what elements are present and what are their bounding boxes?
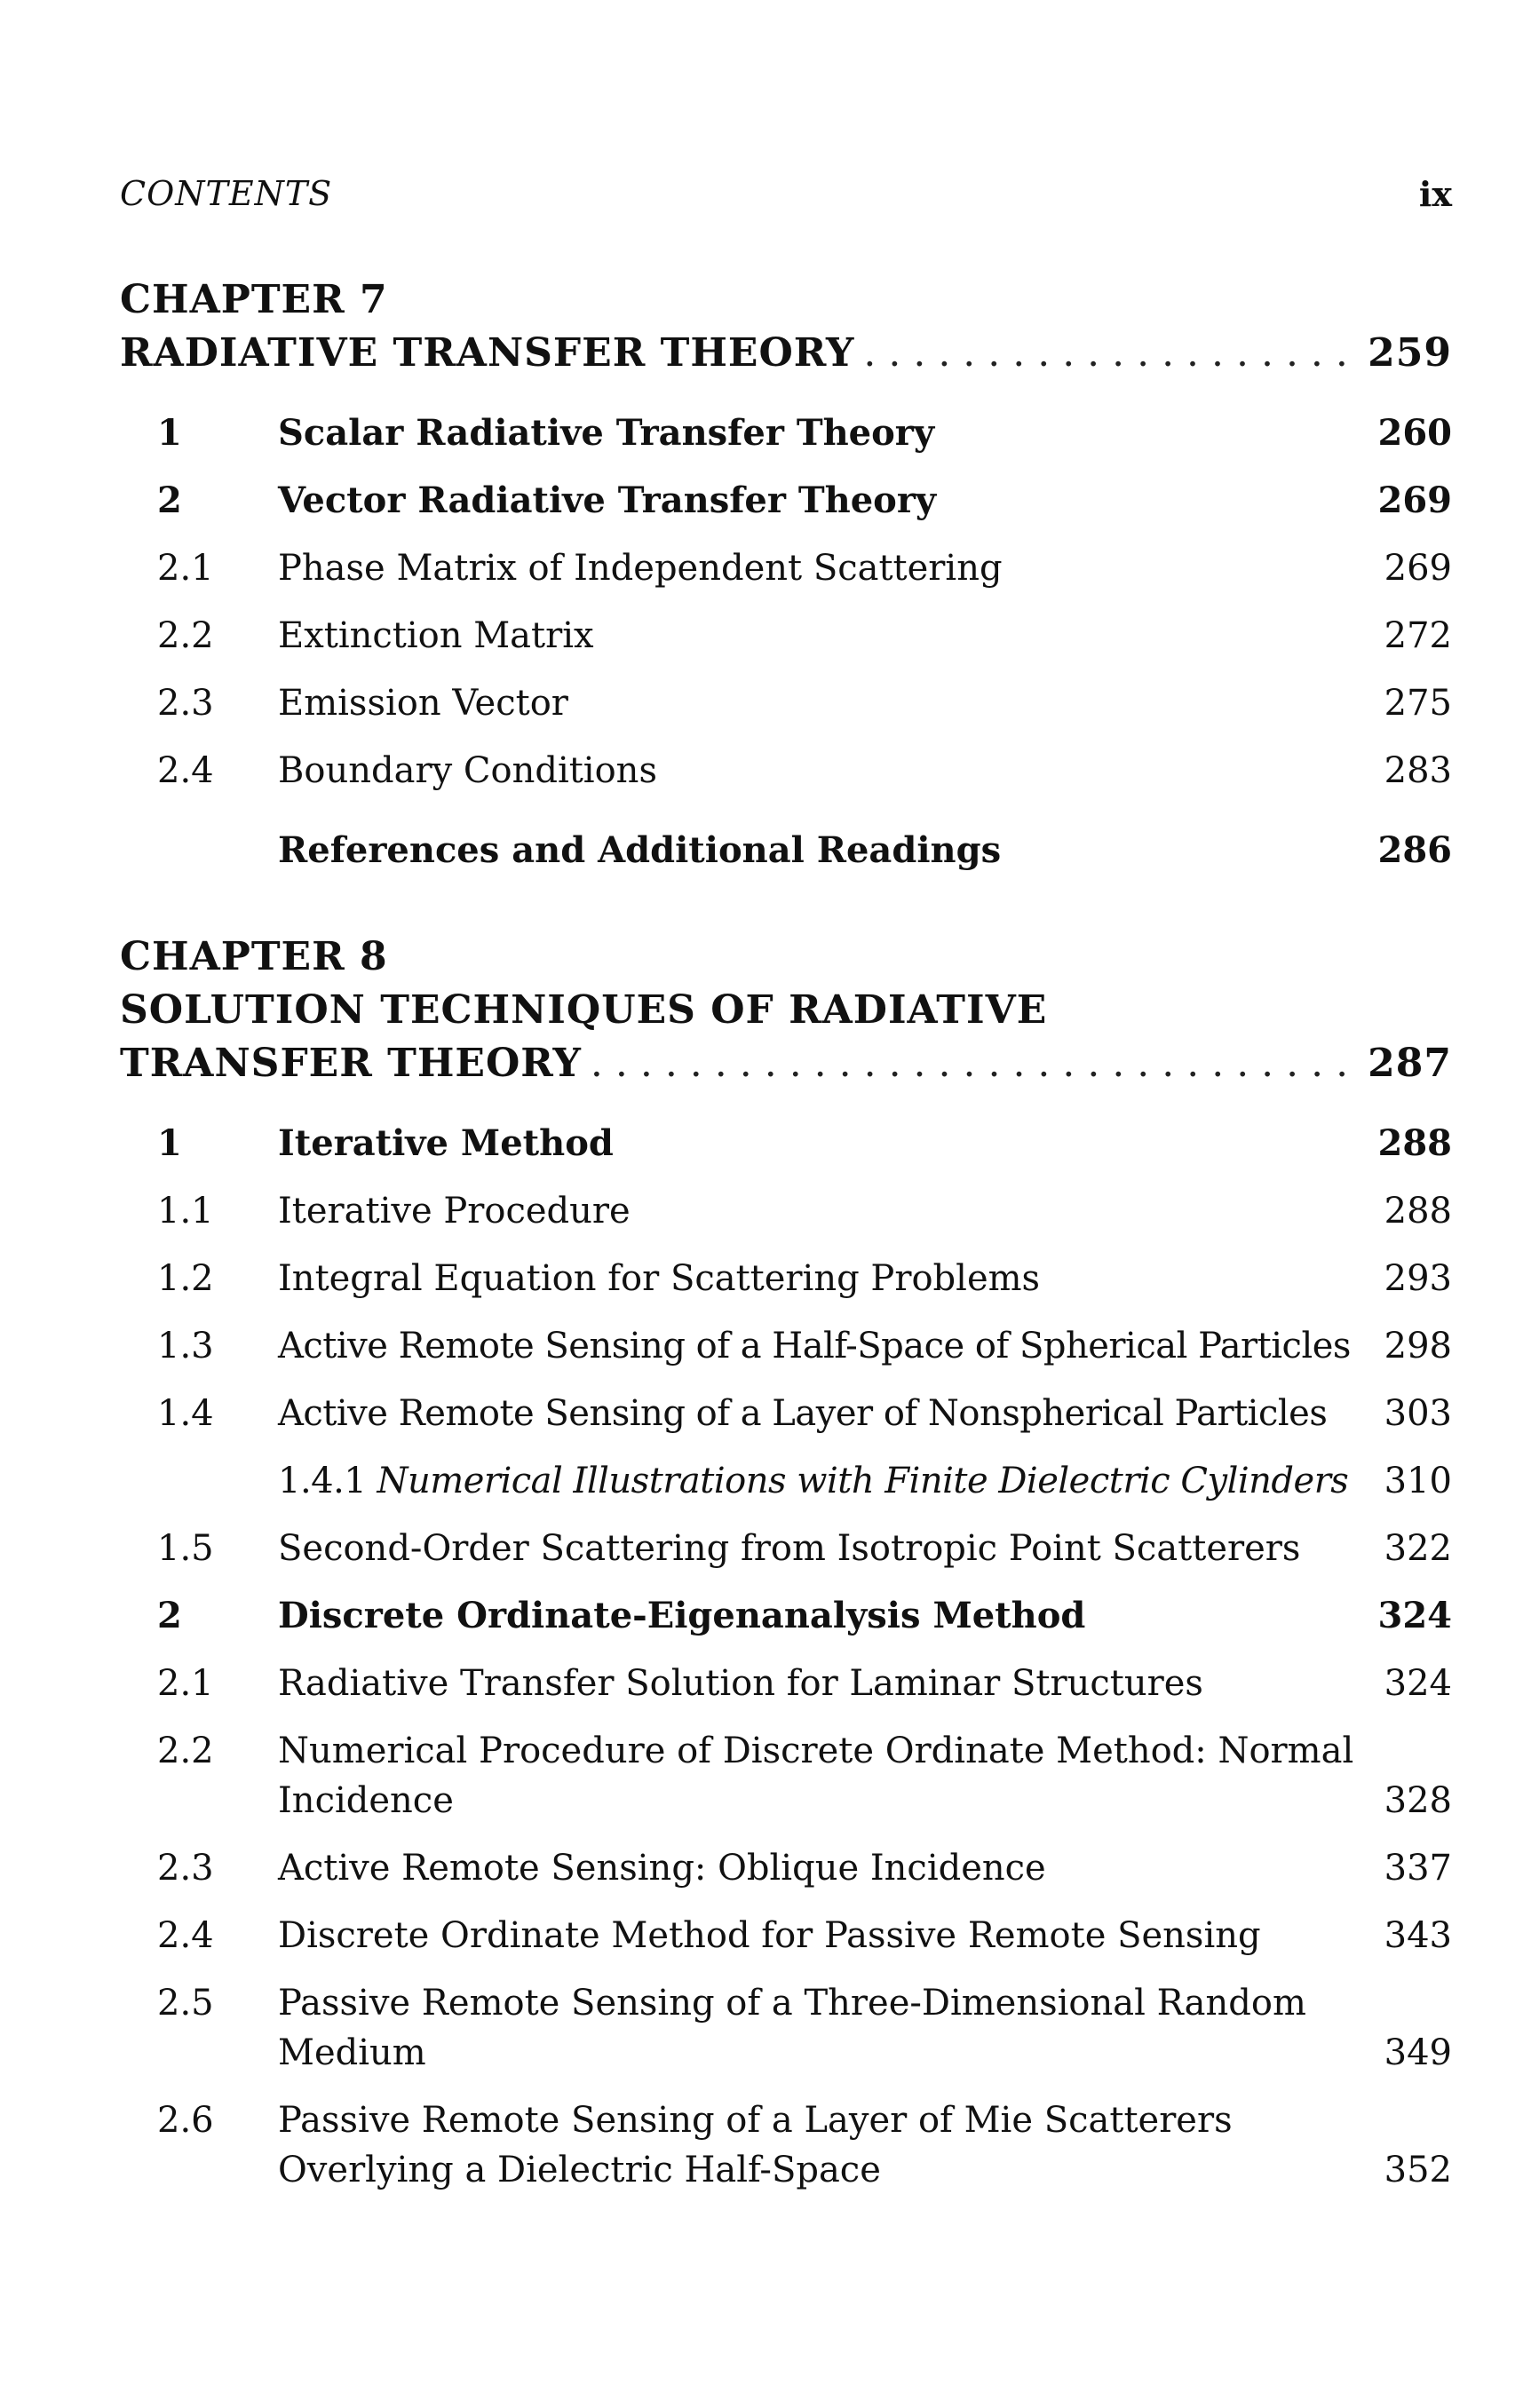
entry-page: 337 — [1384, 1848, 1452, 1889]
entry-page: 293 — [1384, 1258, 1452, 1299]
entry-page: 328 — [1384, 1780, 1452, 1821]
entry-page: 298 — [1384, 1326, 1452, 1366]
entry-number: 2.4 — [157, 1915, 214, 1956]
toc-entry[interactable] — [120, 1911, 1452, 1960]
running-title: CONTENTS — [120, 174, 333, 213]
entry-number: 2.4 — [157, 750, 214, 791]
entry-number: 2.2 — [157, 615, 214, 656]
entry-title: Passive Remote Sensing of a Three-Dimensional Random Medium — [278, 1983, 1306, 2073]
entry-title: Vector Radiative Transfer Theory — [278, 479, 937, 521]
chapter-8-entries — [120, 1119, 1452, 2195]
entry-page: 349 — [1384, 2032, 1452, 2073]
entry-page: 272 — [1384, 615, 1452, 656]
chapter-7-entries — [120, 408, 1452, 875]
toc-entry[interactable] — [120, 678, 1452, 728]
entry-title: Passive Remote Sensing of a Layer of Mie Scatterers Overlying a Dielectric Half-Space — [278, 2100, 1233, 2190]
entry-page: 303 — [1384, 1393, 1452, 1434]
entry-page: 310 — [1384, 1461, 1452, 1501]
entry-number: 2.1 — [157, 1663, 214, 1704]
entry-number: 2.2 — [157, 1731, 214, 1771]
entry-title: Emission Vector — [278, 683, 568, 724]
chapter-title-row — [120, 1037, 1452, 1090]
toc-entry[interactable] — [120, 1254, 1452, 1303]
entry-page: 343 — [1384, 1915, 1452, 1956]
chapter-8-section — [120, 931, 1452, 2213]
entry-title: Phase Matrix of Independent Scattering — [278, 548, 1003, 589]
entry-page: 288 — [1384, 1191, 1452, 1232]
toc-entry[interactable] — [120, 1843, 1452, 1893]
toc-entry[interactable] — [120, 611, 1452, 661]
entry-number: 2.1 — [157, 548, 214, 589]
chapter-page: 287 — [1368, 1041, 1452, 1086]
entry-page: 288 — [1377, 1122, 1452, 1164]
entry-title: References and Additional Readings — [278, 829, 1002, 871]
entry-number: 2.5 — [157, 1983, 214, 2024]
entry-page: 324 — [1377, 1595, 1452, 1636]
entry-title: Iterative Procedure — [278, 1191, 631, 1232]
toc-entry[interactable] — [120, 1726, 1452, 1826]
chapter-8-heading — [120, 931, 1452, 1090]
entry-number: 1.1 — [157, 1191, 214, 1232]
entry-number: 1.4 — [157, 1393, 214, 1434]
entry-title: Active Remote Sensing: Oblique Incidence — [278, 1848, 1046, 1889]
page-number: ix — [1418, 174, 1452, 214]
chapter-title-line-1: SOLUTION TECHNIQUES OF RADIATIVE — [120, 987, 1048, 1033]
toc-entry-subsection[interactable] — [120, 1456, 1452, 1506]
toc-entry[interactable] — [120, 543, 1452, 593]
toc-entry[interactable] — [120, 1389, 1452, 1438]
entry-title: Integral Equation for Scattering Problems — [278, 1258, 1041, 1299]
chapter-title-line-2: TRANSFER THEORY — [120, 1041, 582, 1086]
toc-entry-references[interactable] — [120, 826, 1452, 875]
toc-entry[interactable] — [120, 1978, 1452, 2078]
entry-number: 2.6 — [157, 2100, 214, 2141]
entry-page: 269 — [1384, 548, 1452, 589]
toc-entry[interactable] — [120, 408, 1452, 458]
entry-title: Radiative Transfer Solution for Laminar Structures — [278, 1663, 1203, 1704]
entry-title: Numerical Illustrations with Finite Dielectric Cylinders — [377, 1461, 1349, 1501]
entry-page: 260 — [1377, 412, 1452, 454]
chapter-title-row — [120, 327, 1452, 380]
entry-page: 324 — [1384, 1663, 1452, 1704]
toc-entry[interactable] — [120, 1524, 1452, 1573]
toc-entry[interactable] — [120, 1119, 1452, 1168]
entry-number: 2 — [157, 479, 182, 521]
entry-page: 352 — [1384, 2150, 1452, 2190]
entry-number-empty — [120, 1456, 278, 1506]
chapter-title: RADIATIVE TRANSFER THEORY — [120, 330, 855, 376]
entry-title: Numerical Procedure of Discrete Ordinate Method: Normal Incidence — [278, 1731, 1354, 1821]
toc-entry[interactable] — [120, 1659, 1452, 1708]
entry-title: Discrete Ordinate Method for Passive Remote Sensing — [278, 1915, 1261, 1956]
entry-page: 286 — [1377, 829, 1452, 871]
chapter-page: 259 — [1368, 330, 1452, 376]
entry-number: 1.4.1 — [278, 1461, 367, 1501]
entry-page: 275 — [1384, 683, 1452, 724]
toc-entry[interactable] — [120, 1186, 1452, 1236]
entry-page: 322 — [1384, 1528, 1452, 1569]
toc-entry[interactable] — [120, 1321, 1452, 1371]
entry-page: 283 — [1384, 750, 1452, 791]
entry-number: 2.3 — [157, 1848, 214, 1889]
entry-number — [120, 826, 278, 875]
chapter-label: CHAPTER 7 — [120, 277, 388, 322]
entry-number: 1 — [157, 1122, 182, 1164]
entry-title: Second-Order Scattering from Isotropic Point Scatterers — [278, 1528, 1301, 1569]
entry-number: 1.2 — [157, 1258, 214, 1299]
entry-number: 2.3 — [157, 683, 214, 724]
toc-entry[interactable] — [120, 2095, 1452, 2195]
entry-title: Active Remote Sensing of a Half-Space of Spherical Particles — [278, 1326, 1351, 1366]
entry-number: 2 — [157, 1595, 182, 1636]
entry-title: Active Remote Sensing of a Layer of Nonspherical Particles — [278, 1393, 1328, 1434]
running-head — [120, 174, 1452, 218]
entry-title: Boundary Conditions — [278, 750, 657, 791]
entry-number: 1.5 — [157, 1528, 214, 1569]
chapter-label: CHAPTER 8 — [120, 934, 388, 979]
chapter-7-section — [120, 273, 1452, 893]
leader-dots — [591, 1037, 1359, 1090]
entry-number: 1 — [157, 412, 182, 454]
entry-title-row — [278, 1456, 1372, 1506]
toc-entry[interactable] — [120, 1591, 1452, 1641]
toc-entry[interactable] — [120, 746, 1452, 796]
entry-title: Extinction Matrix — [278, 615, 594, 656]
toc-entry[interactable] — [120, 476, 1452, 526]
entry-title: Discrete Ordinate-Eigenanalysis Method — [278, 1595, 1086, 1636]
leader-dots — [863, 327, 1359, 380]
entry-title: Scalar Radiative Transfer Theory — [278, 412, 935, 454]
chapter-7-heading — [120, 273, 1452, 380]
entry-page: 269 — [1377, 479, 1452, 521]
entry-number: 1.3 — [157, 1326, 214, 1366]
entry-title: Iterative Method — [278, 1122, 614, 1164]
